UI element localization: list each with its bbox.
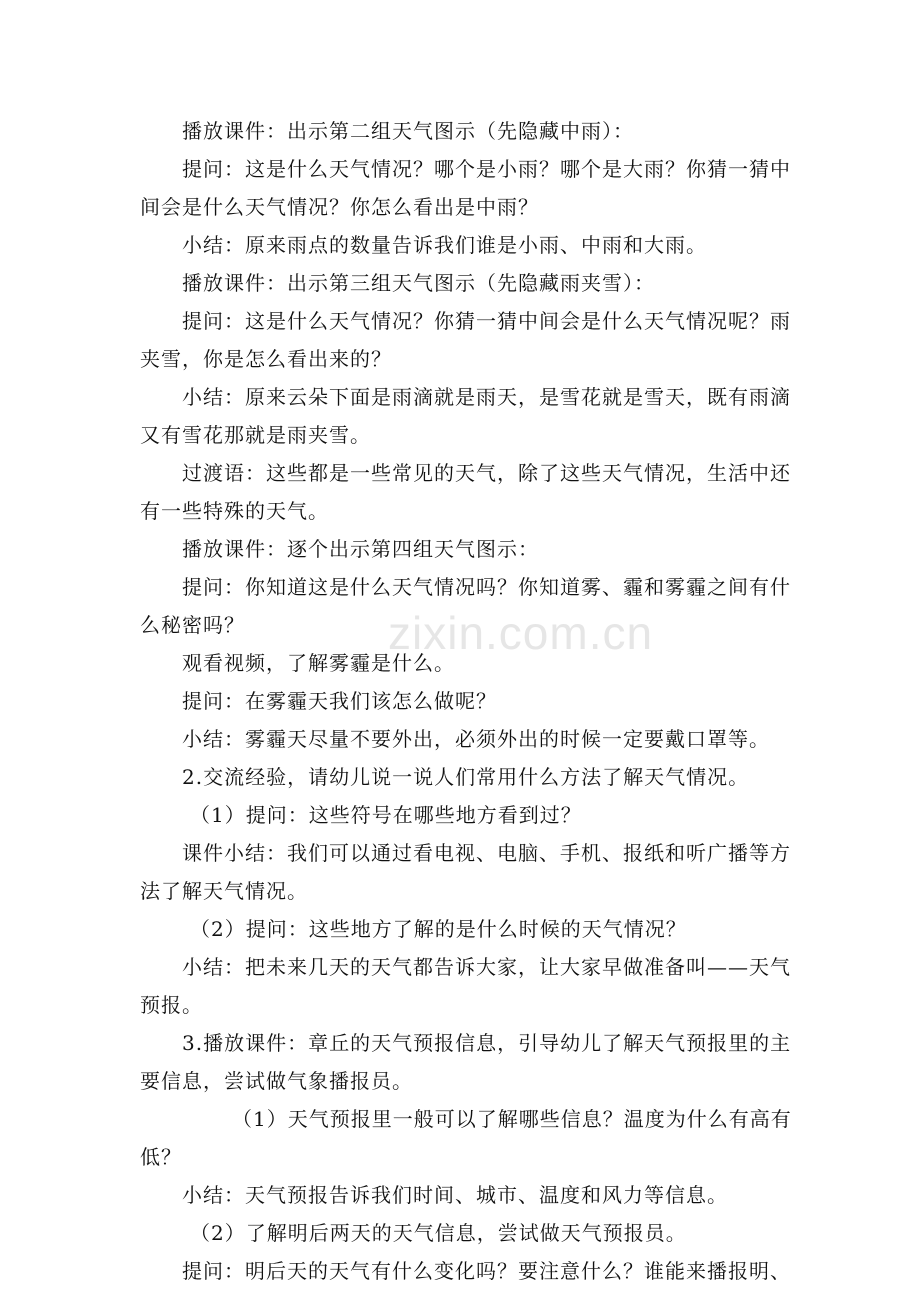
paragraph-sub-2-when: （2）提问：这些地方了解的是什么时候的天气情况？: [190, 917, 687, 941]
paragraph-summary-smog: 小结：雾霾天尽量不要外出，必须外出的时候一定要戴口罩等。: [182, 727, 770, 751]
paragraph-transition: 过渡语：这些都是一些常见的天气，除了这些天气情况，生活中还有一些特殊的天气。: [140, 461, 791, 523]
paragraph-sub-1-forecast-info: （1）天气预报里一般可以了解哪些信息？温度为什么有高有低？: [140, 1107, 792, 1169]
paragraph-question-smog-day: 提问：在雾霾天我们该怎么做呢？: [182, 689, 497, 713]
paragraph-courseware-summary: 课件小结：我们可以通过看电视、电脑、手机、报纸和听广播等方法了解天气情况。: [140, 841, 791, 903]
paragraph-watch-video: 观看视频，了解雾霾是什么。: [182, 651, 455, 675]
paragraph-section-2: 2.交流经验，请幼儿说一说人们常用什么方法了解天气情况。: [182, 765, 750, 789]
paragraph-sub-1-symbols: （1）提问：这些符号在哪些地方看到过？: [190, 803, 582, 827]
paragraph-summary-forecast-info: 小结：天气预报告诉我们时间、城市、温度和风力等信息。: [182, 1183, 728, 1207]
paragraph-question-smog: 提问：你知道这是什么天气情况吗？你知道雾、霾和雾霾之间有什么秘密吗？: [140, 575, 791, 637]
paragraph-courseware-group-3: 播放课件：出示第三组天气图示（先隐藏雨夹雪）：: [182, 271, 655, 295]
paragraph-question-sleet: 提问：这是什么天气情况？你猜一猜中间会是什么天气情况呢？雨夹雪，你是怎么看出来的？: [140, 309, 791, 371]
paragraph-sub-2-reporter: （2）了解明后两天的天气信息，尝试做天气预报员。: [190, 1221, 687, 1245]
watermark: zixin.com.cn: [388, 607, 654, 659]
paragraph-courseware-group-2: 播放课件：出示第二组天气图示（先隐藏中雨）：: [182, 119, 634, 143]
paragraph-summary-rain: 小结：原来雨点的数量告诉我们谁是小雨、中雨和大雨。: [182, 233, 707, 257]
paragraph-question-rain: 提问：这是什么天气情况？哪个是小雨？哪个是大雨？你猜一猜中间会是什么天气情况？你怎么看出是中雨？: [140, 157, 791, 219]
paragraph-question-tomorrow: 提问：明后天的天气有什么变化吗？要注意什么？谁能来播报明、: [182, 1259, 791, 1283]
paragraph-courseware-group-4: 播放课件：逐个出示第四组天气图示：: [182, 537, 539, 561]
paragraph-section-3: 3.播放课件：章丘的天气预报信息，引导幼儿了解天气预报里的主要信息，尝试做气象播报员。: [140, 1031, 792, 1093]
document-body: [140, 112, 798, 1290]
paragraph-summary-sleet: 小结：原来云朵下面是雨滴就是雨天，是雪花就是雪天，既有雨滴又有雪花那就是雨夹雪。: [140, 385, 791, 447]
paragraph-summary-forecast: 小结：把未来几天的天气都告诉大家，让大家早做准备叫——天气预报。: [140, 955, 791, 1017]
